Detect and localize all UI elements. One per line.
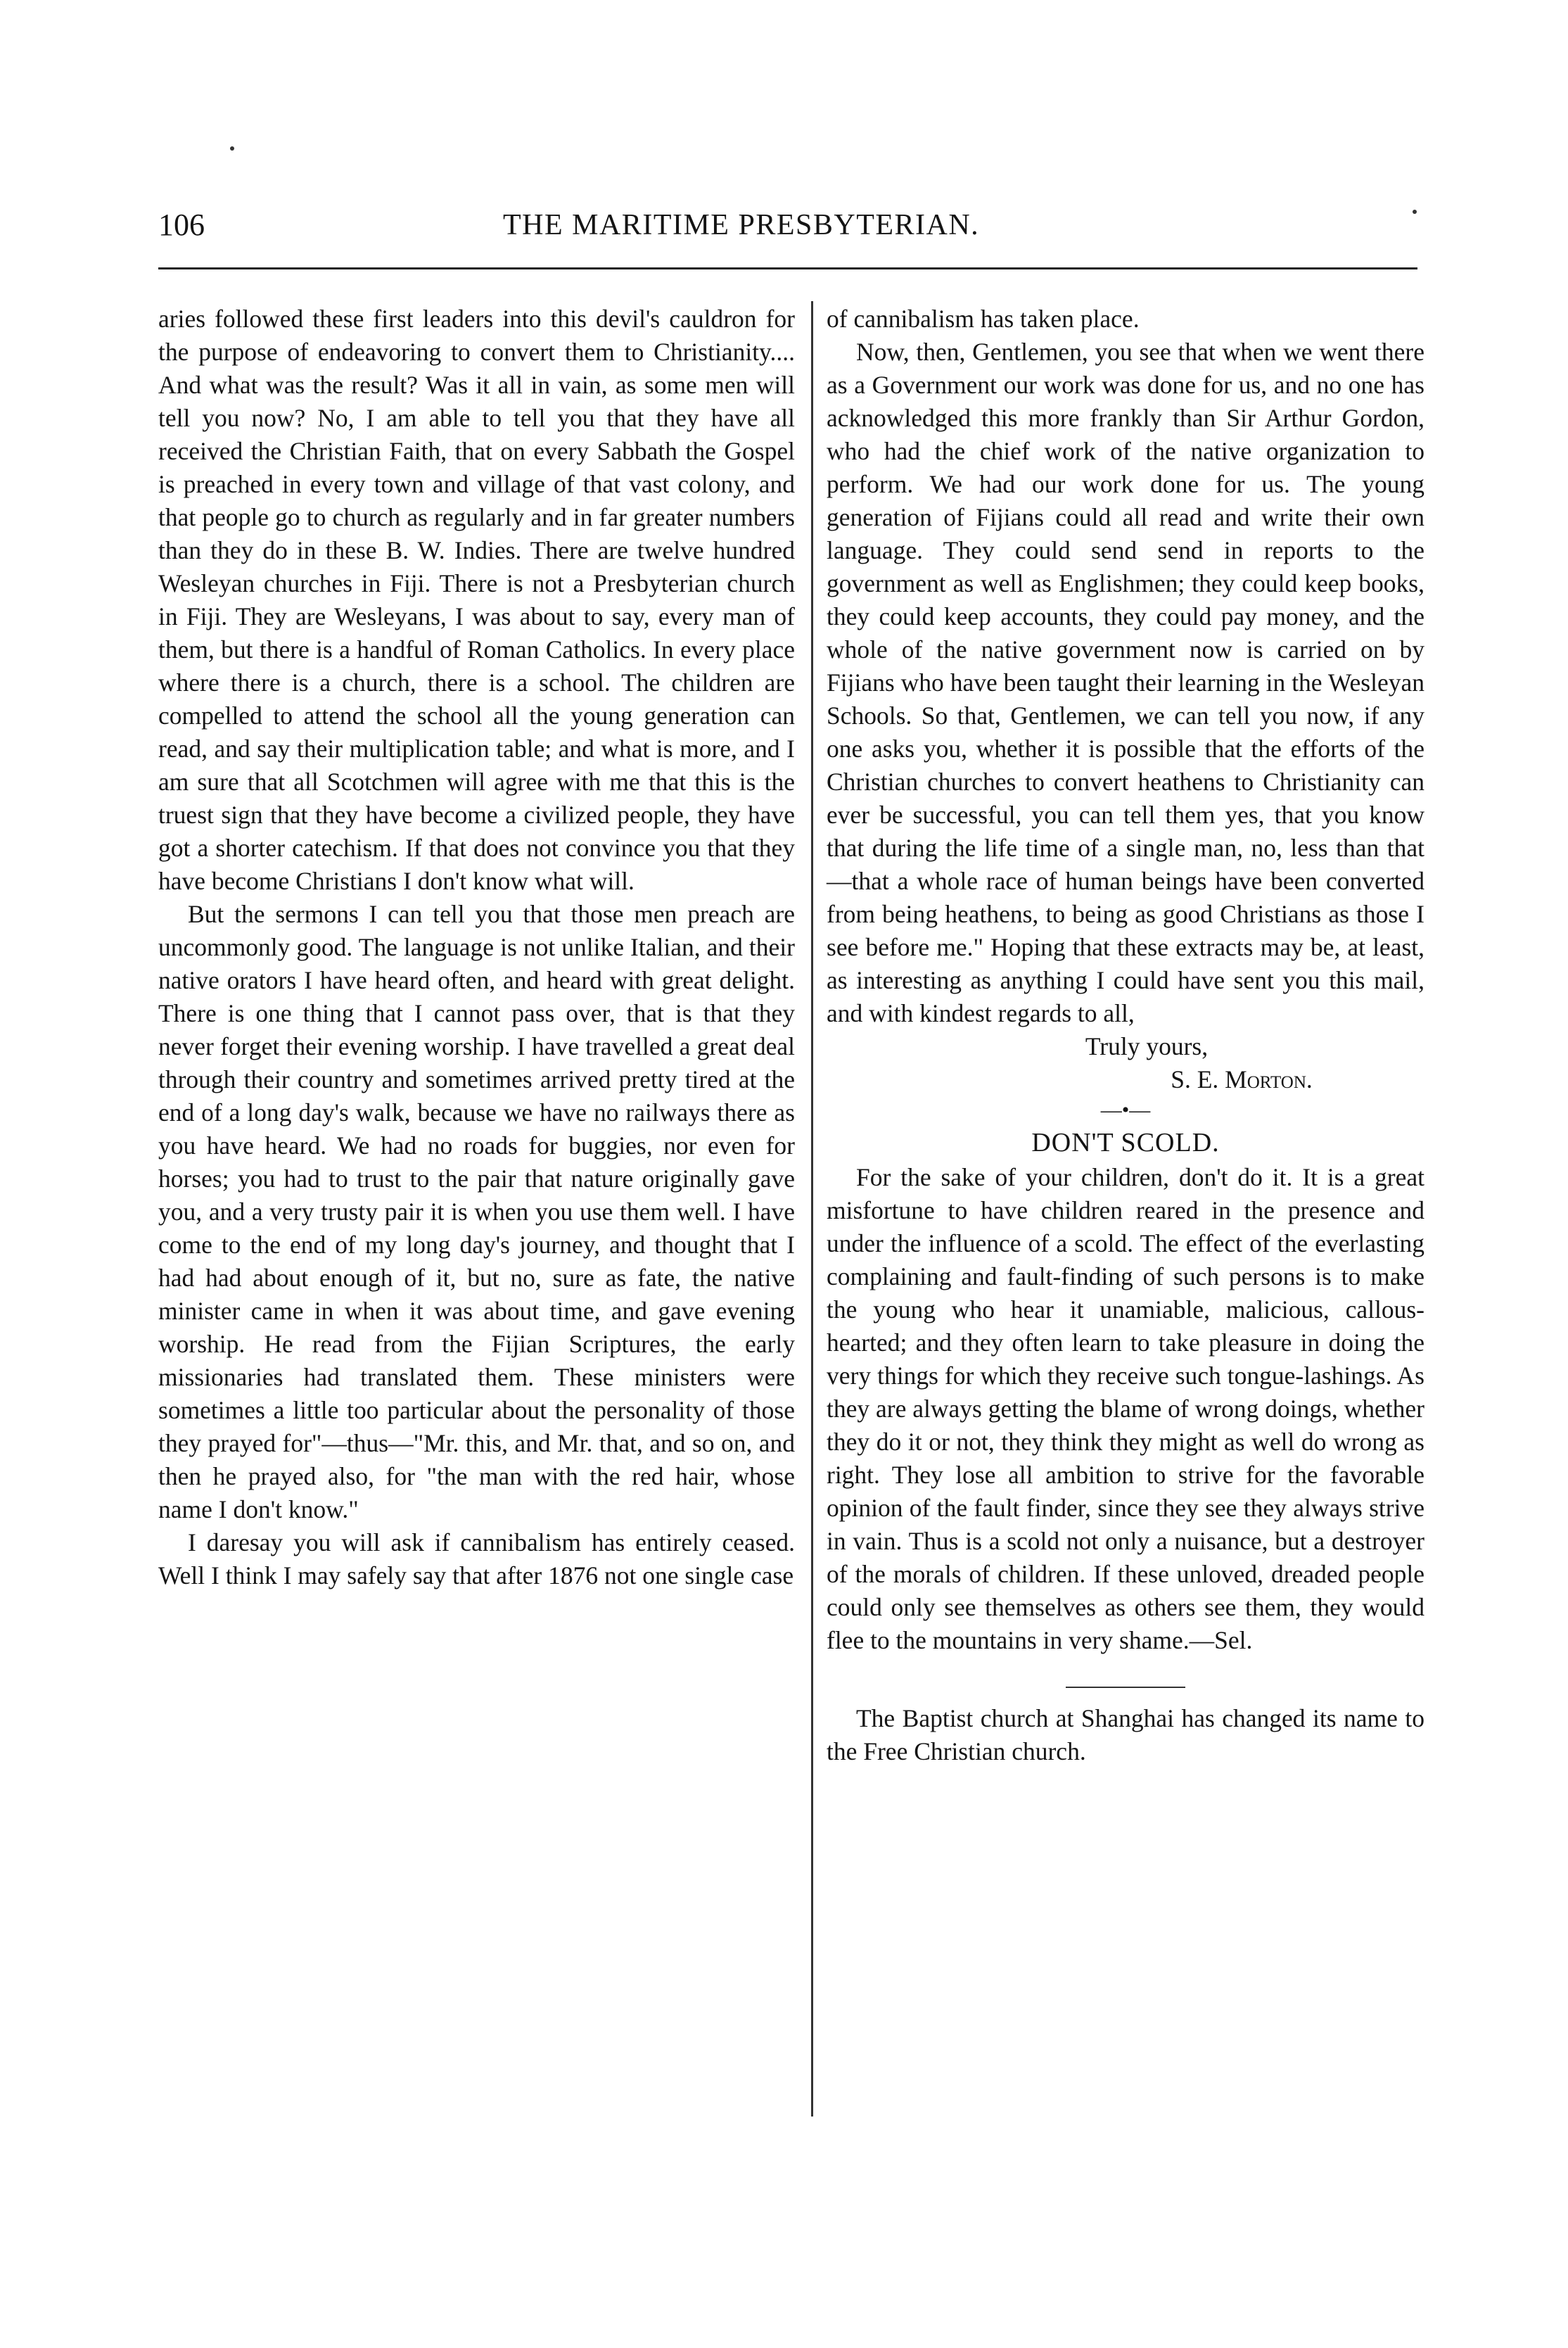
page-number: 106 — [158, 208, 205, 242]
print-speck — [230, 146, 234, 151]
right-column — [827, 303, 1424, 1768]
letter-closing: Truly yours, — [1085, 1032, 1209, 1060]
paragraph: I daresay you will ask if cannibalism has entirely ceased. Well I think I may safely say that after 1876 not one single case — [158, 1528, 795, 1589]
paragraph: of cannibalism has taken place. — [827, 305, 1140, 333]
section-rule — [1066, 1687, 1185, 1688]
letter-signature: S. E. Morton. — [1171, 1065, 1313, 1093]
article-body: For the sake of your children, don't do it. It is a great misfortune to have children reared in the presence and under the influence of a scold. The effect of the everlasting complaining and fault-finding of such persons is to make the young who hear it unamiable, malicious, callous-hearted; and they often learn to take pleasure in doing the very things for which they receive such tongue-lashings. As they are always getting the blame of wrong doings, whether they do it or not, they think they might as well do wrong as right. They lose all ambition to strive for the favorable opinion of the fault finder, since they see they always strive in vain. Thus is a scold not only a nuisance, but a destroyer of the morals of children. If these unloved, dreaded people could only see themselves as others see them, they would flee to the mountains in very shame.—Sel. — [827, 1163, 1424, 1654]
news-note: The Baptist church at Shanghai has changed its name to the Free Christian church. — [827, 1704, 1424, 1765]
column-divider — [811, 301, 813, 2117]
left-column — [158, 303, 795, 1592]
article-title: DON'T SCOLD. — [1031, 1128, 1220, 1157]
page-header — [158, 204, 1417, 260]
paragraph: Now, then, Gentlemen, you see that when we went there as a Government our work was done for us, and no one has acknowledged this more frankly than Sir Arthur Gordon, who had the chief work of the native organization to perform. We had our work done for us. The young generation of Fijians could all read and write their own language. They could send send in reports to the government as well as Englishmen; they could keep books, they could keep accounts, they could pay money, and the whole of the native government now is carried on by Fijians who have been taught their learning in the Wesleyan Schools. So that, Gentlemen, we can tell you now, if any one asks you, whether it is possible that the efforts of the Christian churches to convert heathens to Christianity can ever be successful, you can tell them yes, that you know that during the life time of a single man, no, less than that—that a whole race of human beings have been converted from being heathens, to being as good Christians as those I see before me." Hoping that these extracts may be, at least, as interesting as anything I could have sent you this mail, and with kindest regards to all, — [827, 338, 1424, 1027]
paragraph: But the sermons I can tell you that those men preach are uncommonly good. The language is not unlike Italian, and their native orators I have heard often, and heard with great delight. There is one thing that I cannot pass over, that is that they never forget their evening worship. I have travelled a great deal through their country and sometimes arrived pretty tired at the end of a long day's walk, because we have no railways there as you have heard. We had no roads for buggies, nor even for horses; you had to trust to the pair that nature originally gave you, and a very trusty pair it is when you use them well. I have come to the end of my long day's journey, and thought that I had had about enough of it, but no, sure as fate, the native minister came in when it was about time, and gave evening worship. He read from the Fijian Scriptures, the early missionaries had translated them. These ministers were sometimes a little too particular about the personality of those they prayed for"—thus—"Mr. this, and Mr. that, and so on, and then he prayed also, for "the man with the red hair, whose name I don't know." — [158, 900, 795, 1523]
paragraph: aries followed these first leaders into this devil's cauldron for the purpose of endeavoring to convert them to Christianity.... And what was the result? Was it all in vain, as some men will tell you now? No, I am able to tell you that they have all received the Christian Faith, that on every Sabbath the Gospel is preached in every town and village of that vast colony, and that people go to church as regularly and in far greater numbers than they do in these B. W. Indies. There are twelve hundred Wesleyan churches in Fiji. There is not a Presbyterian church in Fiji. They are Wesleyans, I was about to say, every man of them, but there is a handful of Roman Catholics. In every place where there is a church, there is a school. The children are compelled to attend the school all the young generation can read, and say their multiplication table; and what is more, and I am sure that all Scotchmen will agree with me that this is the truest sign that they have become a civilized people, they have got a shorter catechism. If that does not convince you that they have become Christians I don't know what will. — [158, 305, 795, 895]
running-title: THE MARITIME PRESBYTERIAN. — [503, 209, 980, 241]
section-ornament: —•— — [1100, 1098, 1151, 1122]
header-rule — [158, 267, 1417, 269]
